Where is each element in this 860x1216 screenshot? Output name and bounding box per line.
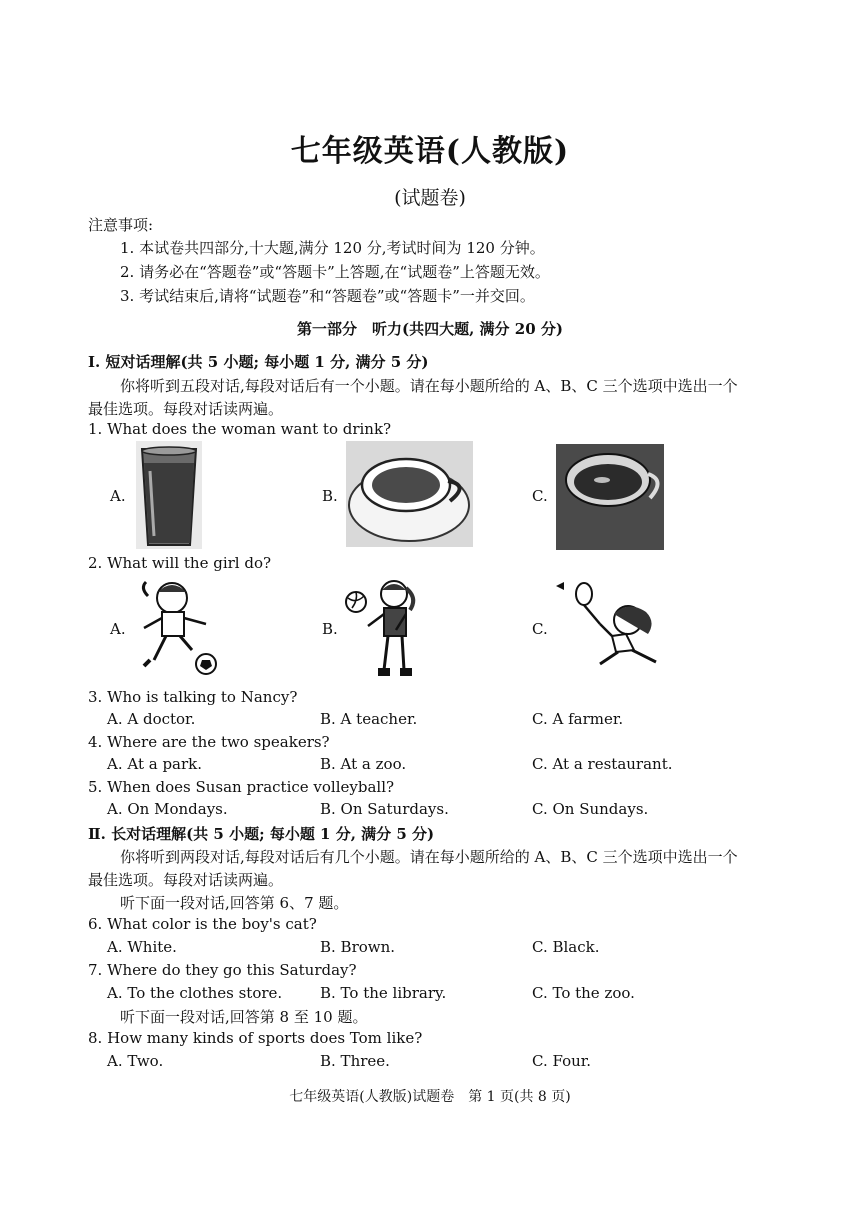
section-2-heading: Ⅱ. 长对话理解(共 5 小题; 每小题 1 分, 满分 5 分) <box>88 825 435 843</box>
girl-playing-volleyball-image <box>344 574 420 680</box>
q2-option-a-label: A. <box>110 620 126 638</box>
q8-option-a: A. Two. <box>107 1052 164 1070</box>
q2-option-b-label: B. <box>322 620 338 638</box>
question-4: 4. Where are the two speakers? <box>88 733 330 751</box>
q4-option-b: B. At a zoo. <box>320 755 407 773</box>
q7-option-b: B. To the library. <box>320 984 447 1002</box>
section-1-instruction: 你将听到五段对话,每段对话后有一个小题。请在每小题所给的 A、B、C 三个选项中选出一个 <box>120 377 738 395</box>
part-one-heading: 第一部分 听力(共四大题, 满分 20 分) <box>297 320 563 338</box>
girl-playing-soccer-image <box>136 578 220 678</box>
q5-option-c: C. On Sundays. <box>532 800 649 818</box>
q8-option-c: C. Four. <box>532 1052 592 1070</box>
q1-option-b-label: B. <box>322 487 338 505</box>
question-7: 7. Where do they go this Saturday? <box>88 961 357 979</box>
note-2: 2. 请务必在“答题卷”或“答题卡”上答题,在“试题卷”上答题无效。 <box>120 263 550 281</box>
note-1: 1. 本试卷共四部分,十大题,满分 120 分,考试时间为 120 分钟。 <box>120 239 545 257</box>
listen-instruction-2: 听下面一段对话,回答第 8 至 10 题。 <box>120 1008 368 1026</box>
page-footer: 七年级英语(人教版)试题卷 第 1 页(共 8 页) <box>289 1089 571 1105</box>
q6-option-c: C. Black. <box>532 938 600 956</box>
question-6: 6. What color is the boy's cat? <box>88 915 317 933</box>
exam-subtitle: (试题卷) <box>394 187 466 209</box>
q1-option-a-label: A. <box>110 487 126 505</box>
section-2-instruction-cont: 最佳选项。每段对话读两遍。 <box>88 871 284 889</box>
q2-option-c-label: C. <box>532 620 548 638</box>
note-3: 3. 考试结束后,请将“试题卷”和“答题卷”或“答题卡”一并交回。 <box>120 287 535 305</box>
q6-option-a: A. White. <box>107 938 177 956</box>
exam-title: 七年级英语(人教版) <box>290 134 570 169</box>
q7-option-c: C. To the zoo. <box>532 984 635 1002</box>
listen-instruction-1: 听下面一段对话,回答第 6、7 题。 <box>120 894 349 912</box>
question-5: 5. When does Susan practice volleyball? <box>88 778 395 796</box>
q3-option-a: A. A doctor. <box>107 710 196 728</box>
q5-option-a: A. On Mondays. <box>107 800 228 818</box>
q7-option-a: A. To the clothes store. <box>107 984 283 1002</box>
q8-option-b: B. Three. <box>320 1052 390 1070</box>
girl-playing-badminton-image <box>552 578 662 670</box>
q4-option-c: C. At a restaurant. <box>532 755 673 773</box>
notes-heading: 注意事项: <box>88 216 154 234</box>
cup-of-coffee-image <box>556 444 664 550</box>
q3-option-c: C. A farmer. <box>532 710 624 728</box>
q5-option-b: B. On Saturdays. <box>320 800 449 818</box>
glass-of-juice-image <box>136 441 202 549</box>
cup-of-tea-image <box>346 441 473 547</box>
question-8: 8. How many kinds of sports does Tom like? <box>88 1029 423 1047</box>
question-1: 1. What does the woman want to drink? <box>88 420 392 438</box>
question-2: 2. What will the girl do? <box>88 554 272 572</box>
section-1-instruction-cont: 最佳选项。每段对话读两遍。 <box>88 400 284 418</box>
q6-option-b: B. Brown. <box>320 938 396 956</box>
section-1-heading: Ⅰ. 短对话理解(共 5 小题; 每小题 1 分, 满分 5 分) <box>88 353 429 371</box>
section-2-instruction: 你将听到两段对话,每段对话后有几个小题。请在每小题所给的 A、B、C 三个选项中选出一个 <box>120 848 738 866</box>
q4-option-a: A. At a park. <box>107 755 203 773</box>
q3-option-b: B. A teacher. <box>320 710 418 728</box>
q1-option-c-label: C. <box>532 487 548 505</box>
question-3: 3. Who is talking to Nancy? <box>88 688 298 706</box>
